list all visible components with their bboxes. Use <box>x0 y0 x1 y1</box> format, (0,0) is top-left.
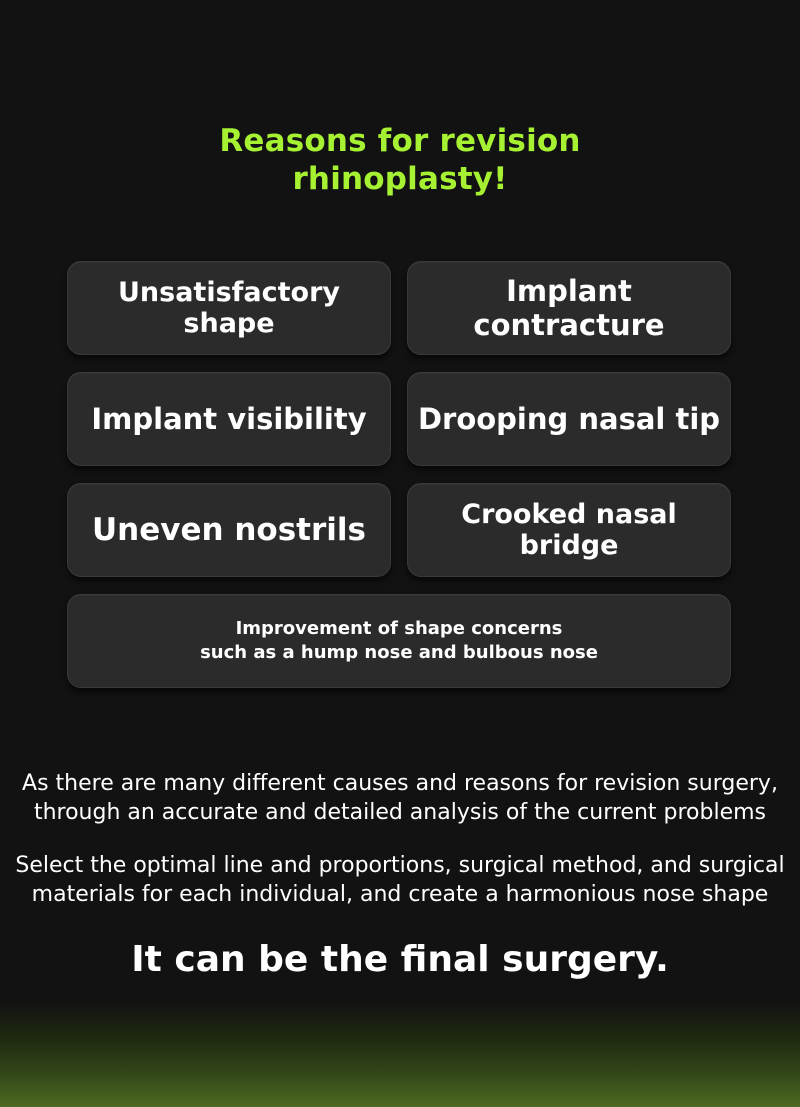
method-paragraph <box>0 851 800 909</box>
reason-card-implant-contracture: Implant contracture <box>407 261 731 355</box>
shape-concerns-line-2: such as a hump nose and bulbous nose <box>200 642 598 663</box>
reason-card-unsatisfactory-shape: Unsatisfactory shape <box>67 261 391 355</box>
reason-card-uneven-nostrils: Uneven nostrils <box>67 483 391 577</box>
method-line-2: materials for each individual, and create a harmonious nose shape <box>31 882 769 907</box>
reason-card-crooked-nasal-bridge: Crooked nasal bridge <box>407 483 731 577</box>
page-title <box>0 122 800 198</box>
reason-card-drooping-nasal-tip: Drooping nasal tip <box>407 372 731 466</box>
closing-statement: It can be the final surgery. <box>131 939 669 980</box>
reason-card-implant-visibility: Implant visibility <box>67 372 391 466</box>
title-line-1: Reasons for revision <box>219 123 581 159</box>
title-line-2: rhinoplasty! <box>292 161 508 197</box>
analysis-line-1: As there are many different causes and reasons for revision surgery, <box>22 771 778 796</box>
analysis-line-2: through an accurate and detailed analysis of the current problems <box>33 800 767 825</box>
reason-card-shape-concerns <box>67 594 731 688</box>
method-line-1: Select the optimal line and proportions, surgical method, and surgical <box>15 853 785 878</box>
analysis-paragraph <box>0 769 800 827</box>
shape-concerns-line-1: Improvement of shape concerns <box>235 618 563 639</box>
